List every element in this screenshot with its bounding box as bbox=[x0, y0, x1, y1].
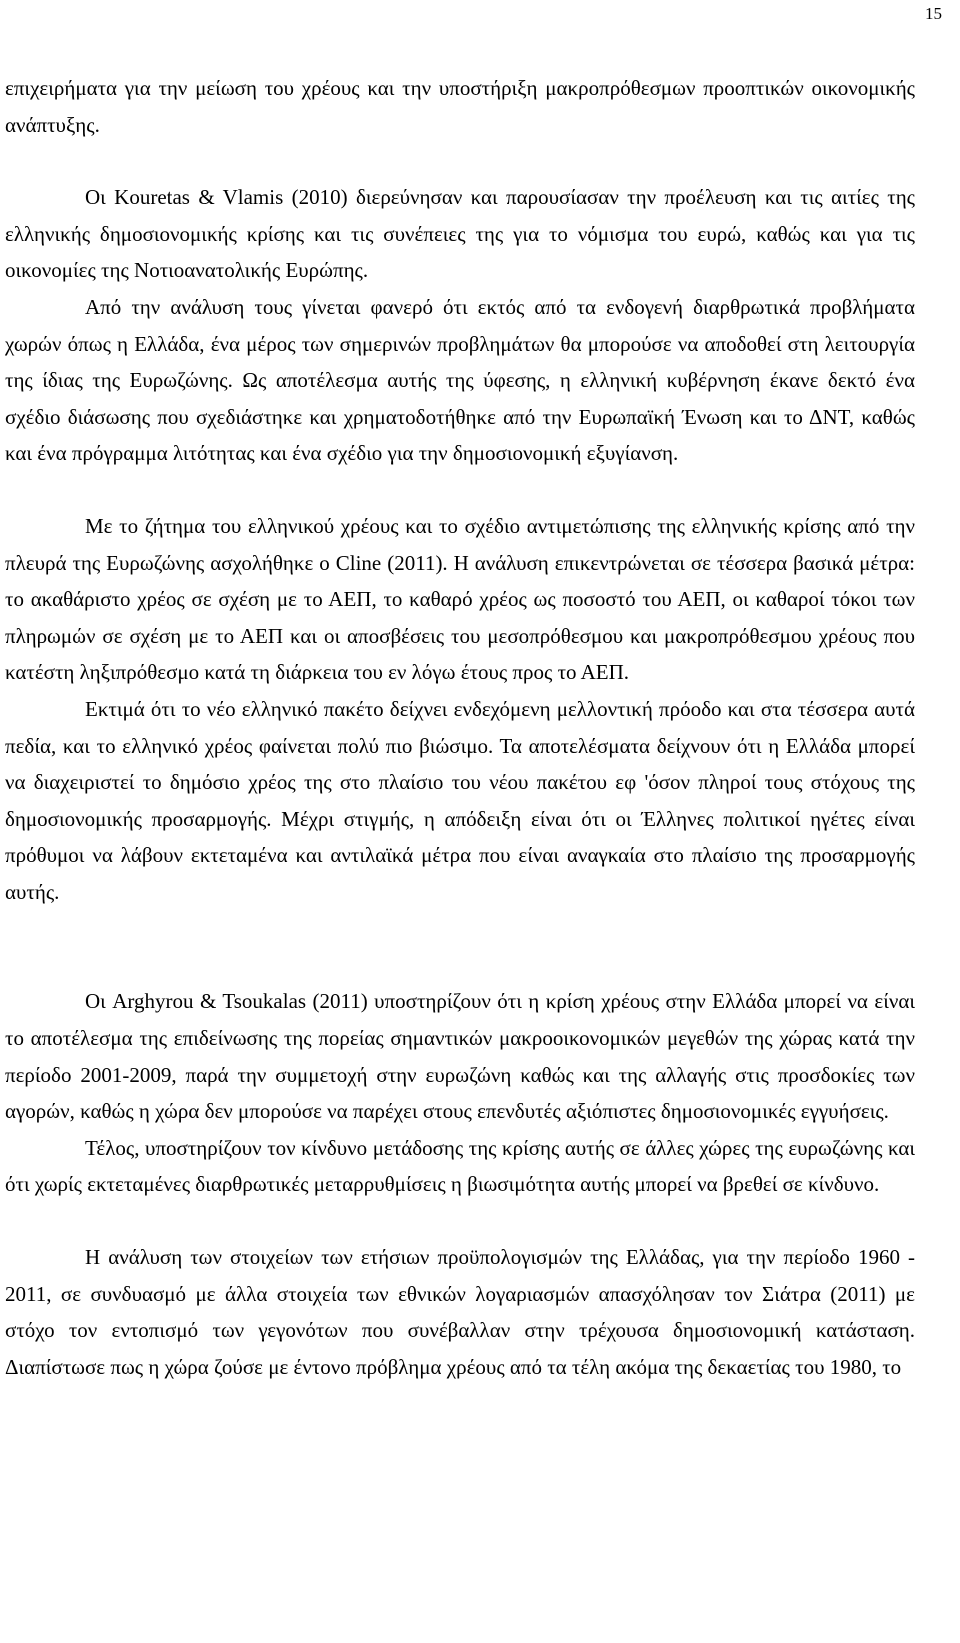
document-body bbox=[5, 70, 915, 1385]
paragraph-analysis-findings: Από την ανάλυση τους γίνεται φανερό ότι εκτός από τα ενδογενή διαρθρωτικά προβλήματα χωρών όπως η Ελλάδα, ένα μέρος των σημερινών προβλημάτων θα μπορούσε να αποδοθεί στη λειτουργία της ίδιας της Ευρωζώνης. Ως αποτέλεσμα αυτής της ύφεσης, η ελληνική κυβέρνηση έκανε δεκτό ένα σχέδιο διάσωσης που σχεδιάστηκε και χρηματοδοτήθηκε από την Ευρωπαϊκή Ένωση και το ΔΝΤ, καθώς και ένα πρόγραμμα λιτότητας και ένα σχέδιο για την δημοσιονομική εξυγίανση. bbox=[5, 294, 915, 466]
paragraph-contagion-risk: Τέλος, υποστηρίζουν τον κίνδυνο μετάδοσης της κρίσης αυτής σε άλλες χώρες της ευρωζώνης και ότι χωρίς εκτεταμένες διαρθρωτικές μεταρρυθμίσεις η βιωσιμότητα αυτής μπορεί να βρεθεί σε κίνδυνο. bbox=[5, 1135, 915, 1197]
paragraph-arghyrou-tsoukalas: Οι Arghyrou & Tsoukalas (2011) υποστηρίζουν ότι η κρίση χρέους στην Ελλάδα μπορεί να είναι το αποτέλεσμα της επιδείνωσης της πορείας σημαντικών μακροοικονομικών μεγεθών της χώρας κατά την περίοδο 2001-2009, παρά την συμμετοχή στην ευρωζώνη καθώς και της αλλαγής στις προσδοκίες των αγορών, καθώς η χώρα δεν μπορούσε να παρέχει στους επενδυτές αξιόπιστες δημοσιονομικές εγγυήσεις. bbox=[5, 989, 915, 1124]
paragraph-kouretas-vlamis: Οι Kouretas & Vlamis (2010) διερεύνησαν και παρουσίασαν την προέλευση και τις αιτίες της ελληνικής δημοσιονομικής κρίσης και τις συνέπειες της για το νόμισμα του ευρώ, καθώς και για τις οικονομίες της Νοτιοανατολικής Ευρώπης. bbox=[5, 185, 915, 283]
paragraph-cline: Με το ζήτημα του ελληνικού χρέους και το σχέδιο αντιμετώπισης της ελληνικής κρίσης από την πλευρά της Ευρωζώνης ασχολήθηκε ο Cline (2011). Η ανάλυση επικεντρώνεται σε τέσσερα βασικά μέτρα: το ακαθάριστο χρέος σε σχέση με το ΑΕΠ, το καθαρό χρέος ως ποσοστό του ΑΕΠ, οι καθαροί τόκοι των πληρωμών σε σχέση με το ΑΕΠ και οι αποσβέσεις του μεσοπρόθεσμου και μακροπρόθεσμου χρέους που κατέστη ληξιπρόθεσμο κατά τη διάρκεια του εν λόγω έτους προς το ΑΕΠ. bbox=[5, 513, 915, 685]
paragraph-continuation: επιχειρήματα για την μείωση του χρέους και την υποστήριξη μακροπρόθεσμων προοπτικών οικονομικής ανάπτυξης. bbox=[5, 76, 915, 137]
paragraph-estimate: Εκτιμά ότι το νέο ελληνικό πακέτο δείχνει ενδεχόμενη μελλοντική πρόοδο και στα τέσσερα αυτά πεδία, και το ελληνικό χρέος φαίνεται πολύ πιο βιώσιμο. Τα αποτελέσματα δείχνουν ότι η Ελλάδα μπορεί να διαχειριστεί το δημόσιο χρέος της στο πλαίσιο του νέου πακέτου εφ 'όσον πληροί τους στόχους της δημοσιονομικής προσαρμογής. Μέχρι στιγμής, η απόδειξη είναι ότι οι Έλληνες πολιτικοί ηγέτες είναι πρόθυμοι να λάβουν εκτεταμένα και αντιλαϊκά μέτρα που είναι αναγκαία στο πλαίσιο της προσαρμογής αυτής. bbox=[5, 696, 915, 904]
page-number: 15 bbox=[925, 4, 942, 23]
paragraph-siatras: Η ανάλυση των στοιχείων των ετήσιων προϋπολογισμών της Ελλάδας, για την περίοδο 1960 - 2011, σε συνδυασμό με άλλα στοιχεία των εθνικών λογαριασμών απασχόλησαν τον Σιάτρα (2011) με στόχο τον εντοπισμό των γεγονότων που συνέβαλλαν στην τρέχουσα δημοσιονομική κατάσταση. Διαπίστωσε πως η χώρα ζούσε με έντονο πρόβλημα χρέους από τα τέλη ακόμα της δεκαετίας του 1980, το bbox=[5, 1245, 915, 1379]
